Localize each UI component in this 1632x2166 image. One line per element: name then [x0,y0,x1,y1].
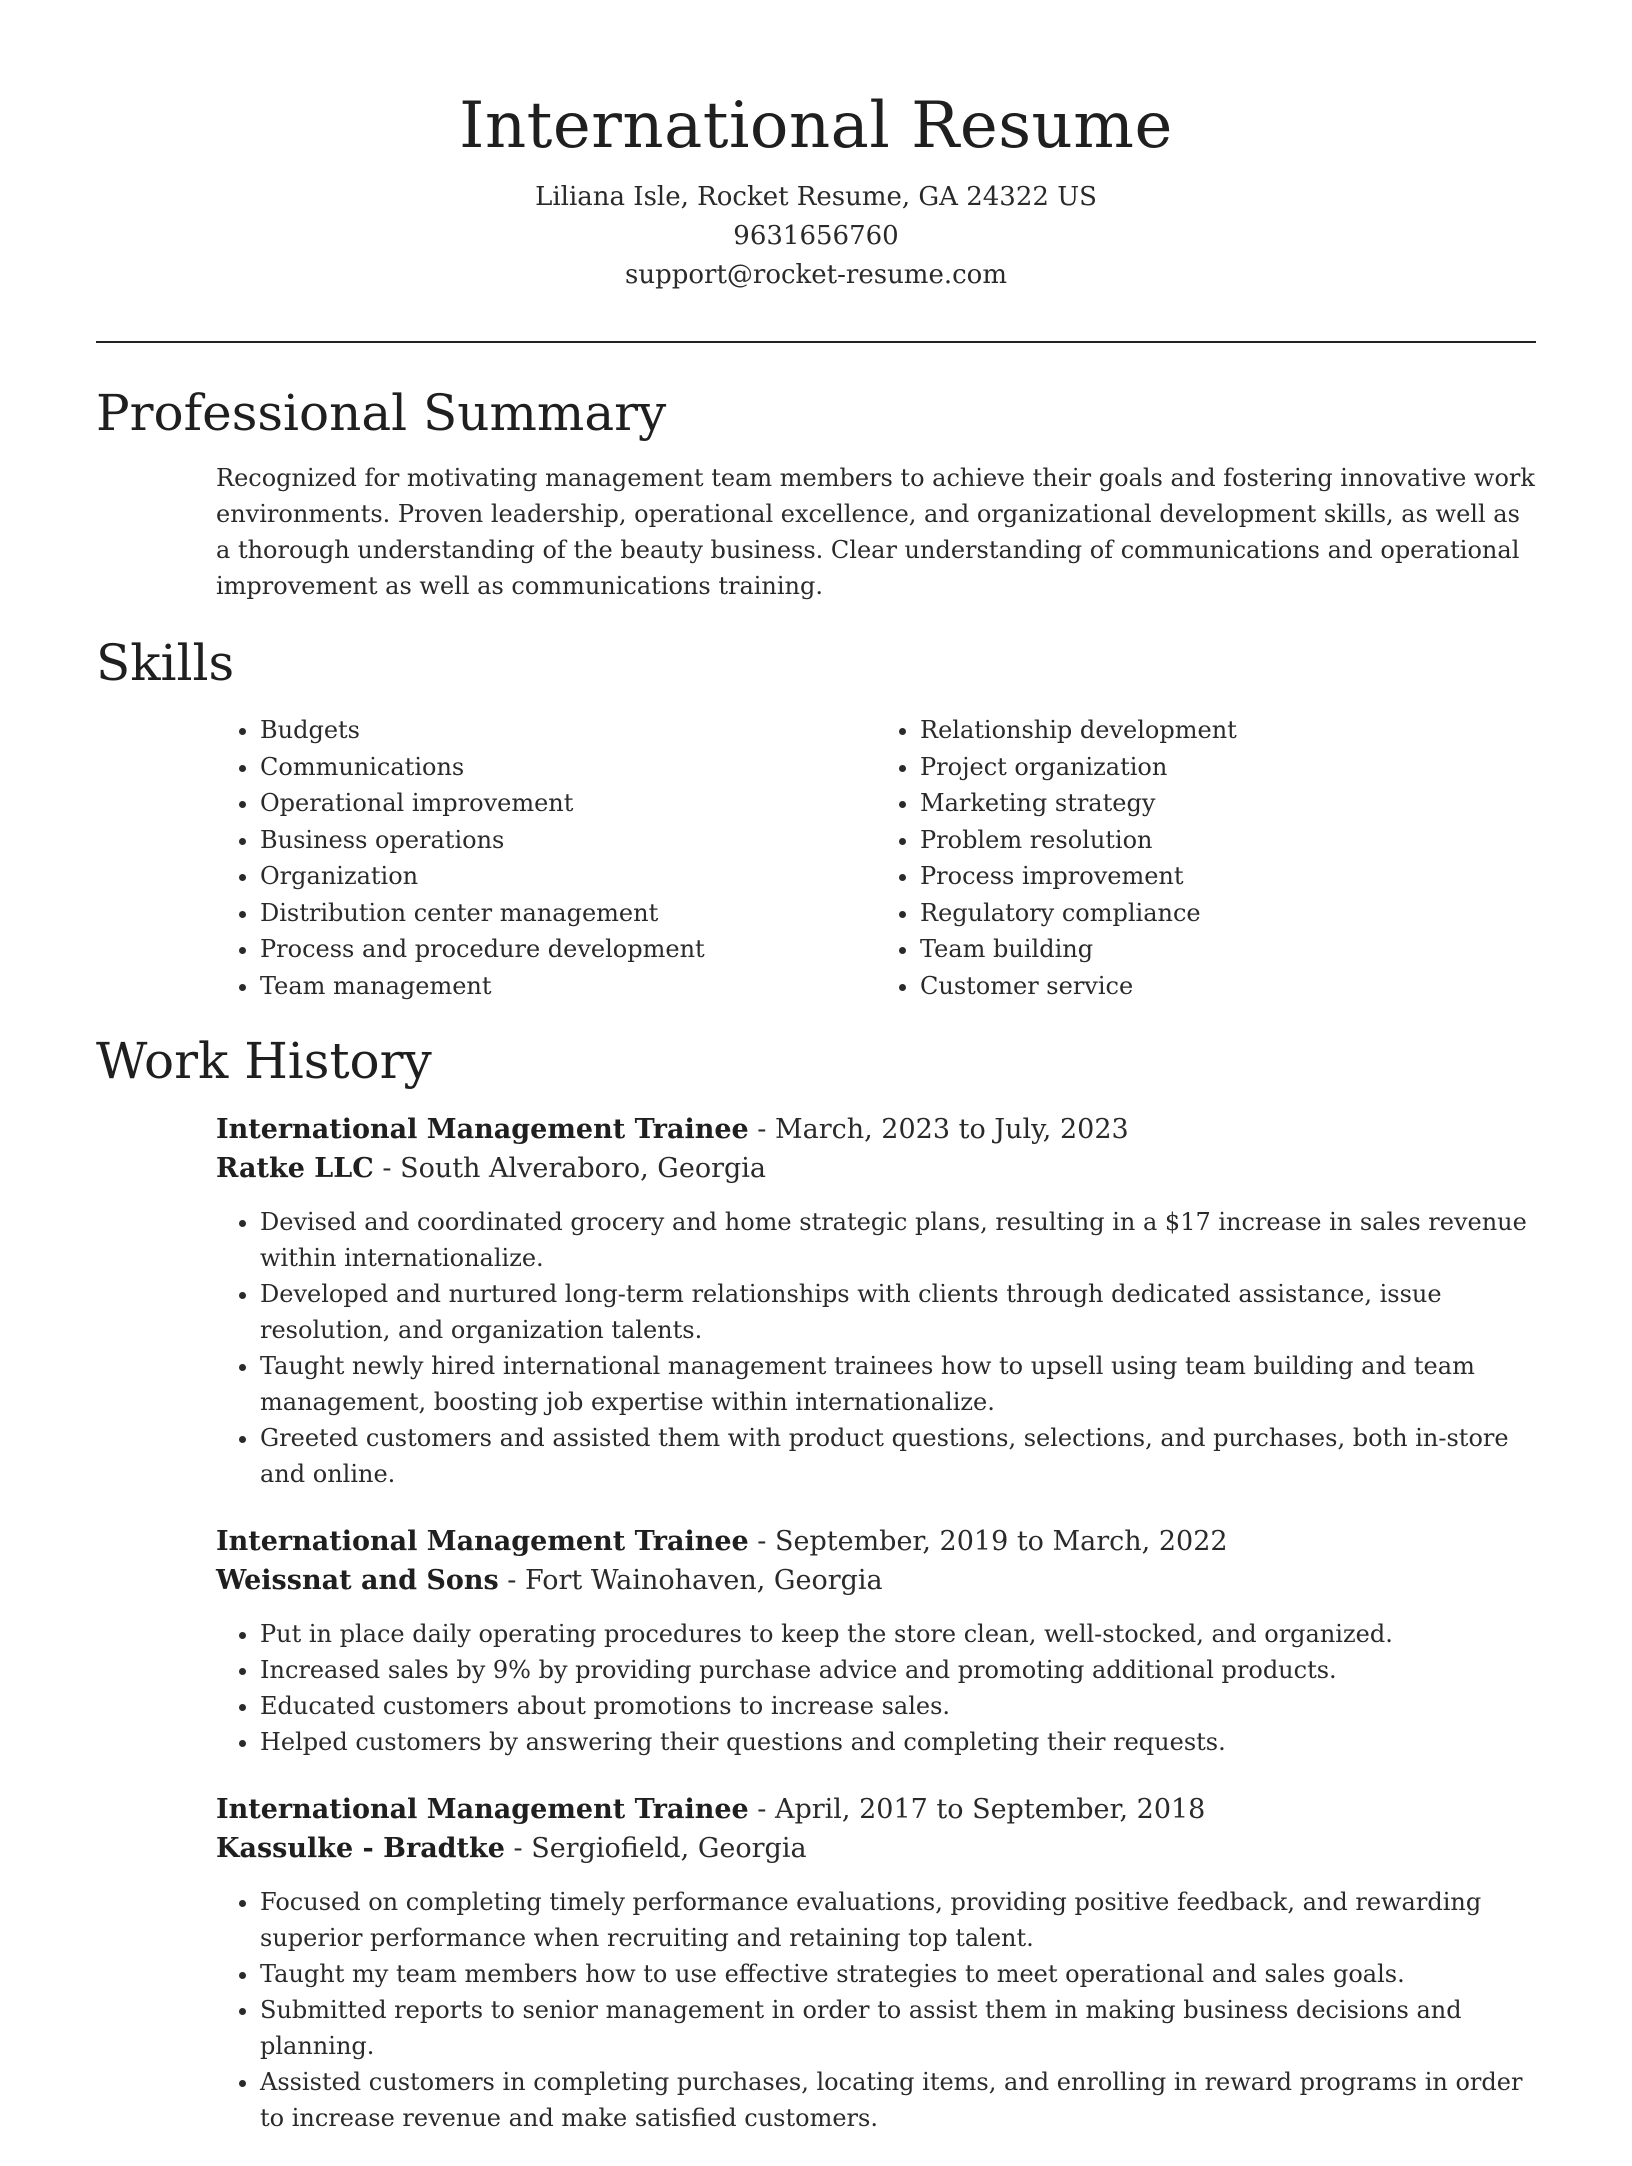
job-role: International Management Trainee [216,1526,749,1557]
job-responsibilities [216,1204,1536,1492]
skill-item: • Customer service [920,968,1536,1005]
summary-section [96,378,1536,604]
job-bullet: • Assisted customers in completing purchases, locating items, and enrolling in reward programs in order to increase revenue and make satisfied customers. [260,2064,1536,2136]
job-bullet: • Helped customers by answering their questions and completing their requests. [260,1724,1536,1760]
job-title-line [216,1522,1536,1561]
job-company: Weissnat and Sons [216,1565,499,1596]
job-bullet: • Devised and coordinated grocery and home strategic plans, resulting in a $17 increase in sales revenue within internationalize. [260,1204,1536,1276]
skill-item: • Organization [260,858,876,895]
skill-item: • Team management [260,968,876,1005]
job-dates: - March, 2023 to July, 2023 [748,1114,1129,1145]
job-location: - Fort Wainohaven, Georgia [498,1565,883,1596]
phone: 9631656760 [733,221,899,251]
resume-title: International Resume [459,89,1173,163]
job-dates: - April, 2017 to September, 2018 [748,1794,1206,1825]
address: Liliana Isle, Rocket Resume, GA 24322 US [535,182,1097,212]
summary-text: Recognized for motivating management team members to achieve their goals and fostering innovative work environments. Proven leadership, operational excellence, and organizational development skills, as well as a thorough understanding of the beauty business. Clear understanding of communications and operational improvement as well as communications training. [216,464,1535,600]
email: support@rocket-resume.com [624,260,1007,290]
skills-column-left [216,712,876,1004]
skill-item: • Process improvement [920,858,1536,895]
job-responsibilities [216,1616,1536,1760]
skill-item: • Regulatory compliance [920,895,1536,932]
job-title-line [216,1790,1536,1829]
summary-heading: Professional Summary [96,384,667,442]
job-bullet: • Submitted reports to senior management in order to assist them in making business decisions and planning. [260,1992,1536,2064]
job-company-line [216,1561,1536,1600]
job-company-line [216,1149,1536,1188]
skills-column-right [876,712,1536,1004]
job-bullet: • Put in place daily operating procedures to keep the store clean, well-stocked, and organized. [260,1616,1536,1652]
job-title-line [216,1110,1536,1149]
skill-item: • Budgets [260,712,876,749]
resume-header [0,0,1632,295]
skills-heading: Skills [96,634,235,692]
job-bullet: • Taught newly hired international management trainees how to upsell using team building and team management, boosting job expertise within internationalize. [260,1348,1536,1420]
job-location: - Sergiofield, Georgia [504,1833,807,1864]
skill-item: • Business operations [260,822,876,859]
job-entry [216,1790,1536,2136]
resume-body [96,378,1536,2166]
job-bullet: • Increased sales by 9% by providing purchase advice and promoting additional products. [260,1652,1536,1688]
header-divider [96,341,1536,343]
job-role: International Management Trainee [216,1794,749,1825]
skills-section [96,628,1536,1004]
job-responsibilities [216,1884,1536,2136]
job-bullet: • Greeted customers and assisted them with product questions, selections, and purchases, both in-store and online. [260,1420,1536,1492]
contact-info [0,178,1632,295]
work-history-section [96,1026,1536,2136]
job-entry [216,1522,1536,1760]
job-bullet: • Taught my team members how to use effective strategies to meet operational and sales goals. [260,1956,1536,1992]
job-entry [216,1110,1536,1492]
skill-item: • Marketing strategy [920,785,1536,822]
skill-item: • Distribution center management [260,895,876,932]
skill-item: • Problem resolution [920,822,1536,859]
skill-item: • Process and procedure development [260,931,876,968]
job-location: - South Alveraboro, Georgia [373,1153,766,1184]
skill-item: • Operational improvement [260,785,876,822]
job-company: Ratke LLC [216,1153,374,1184]
job-bullet: • Educated customers about promotions to increase sales. [260,1688,1536,1724]
job-company: Kassulke - Bradtke [216,1833,505,1864]
skill-item: • Communications [260,749,876,786]
job-bullet: • Developed and nurtured long-term relationships with clients through dedicated assistance, issue resolution, and organization talents. [260,1276,1536,1348]
job-dates: - September, 2019 to March, 2022 [748,1526,1228,1557]
job-role: International Management Trainee [216,1114,749,1145]
skill-item: • Relationship development [920,712,1536,749]
job-company-line [216,1829,1536,1868]
skills-list [216,712,1536,1004]
job-bullet: • Focused on completing timely performance evaluations, providing positive feedback, and rewarding superior performance when recruiting and retaining top talent. [260,1884,1536,1956]
skill-item: • Project organization [920,749,1536,786]
work-history-heading: Work History [96,1032,432,1090]
skill-item: • Team building [920,931,1536,968]
